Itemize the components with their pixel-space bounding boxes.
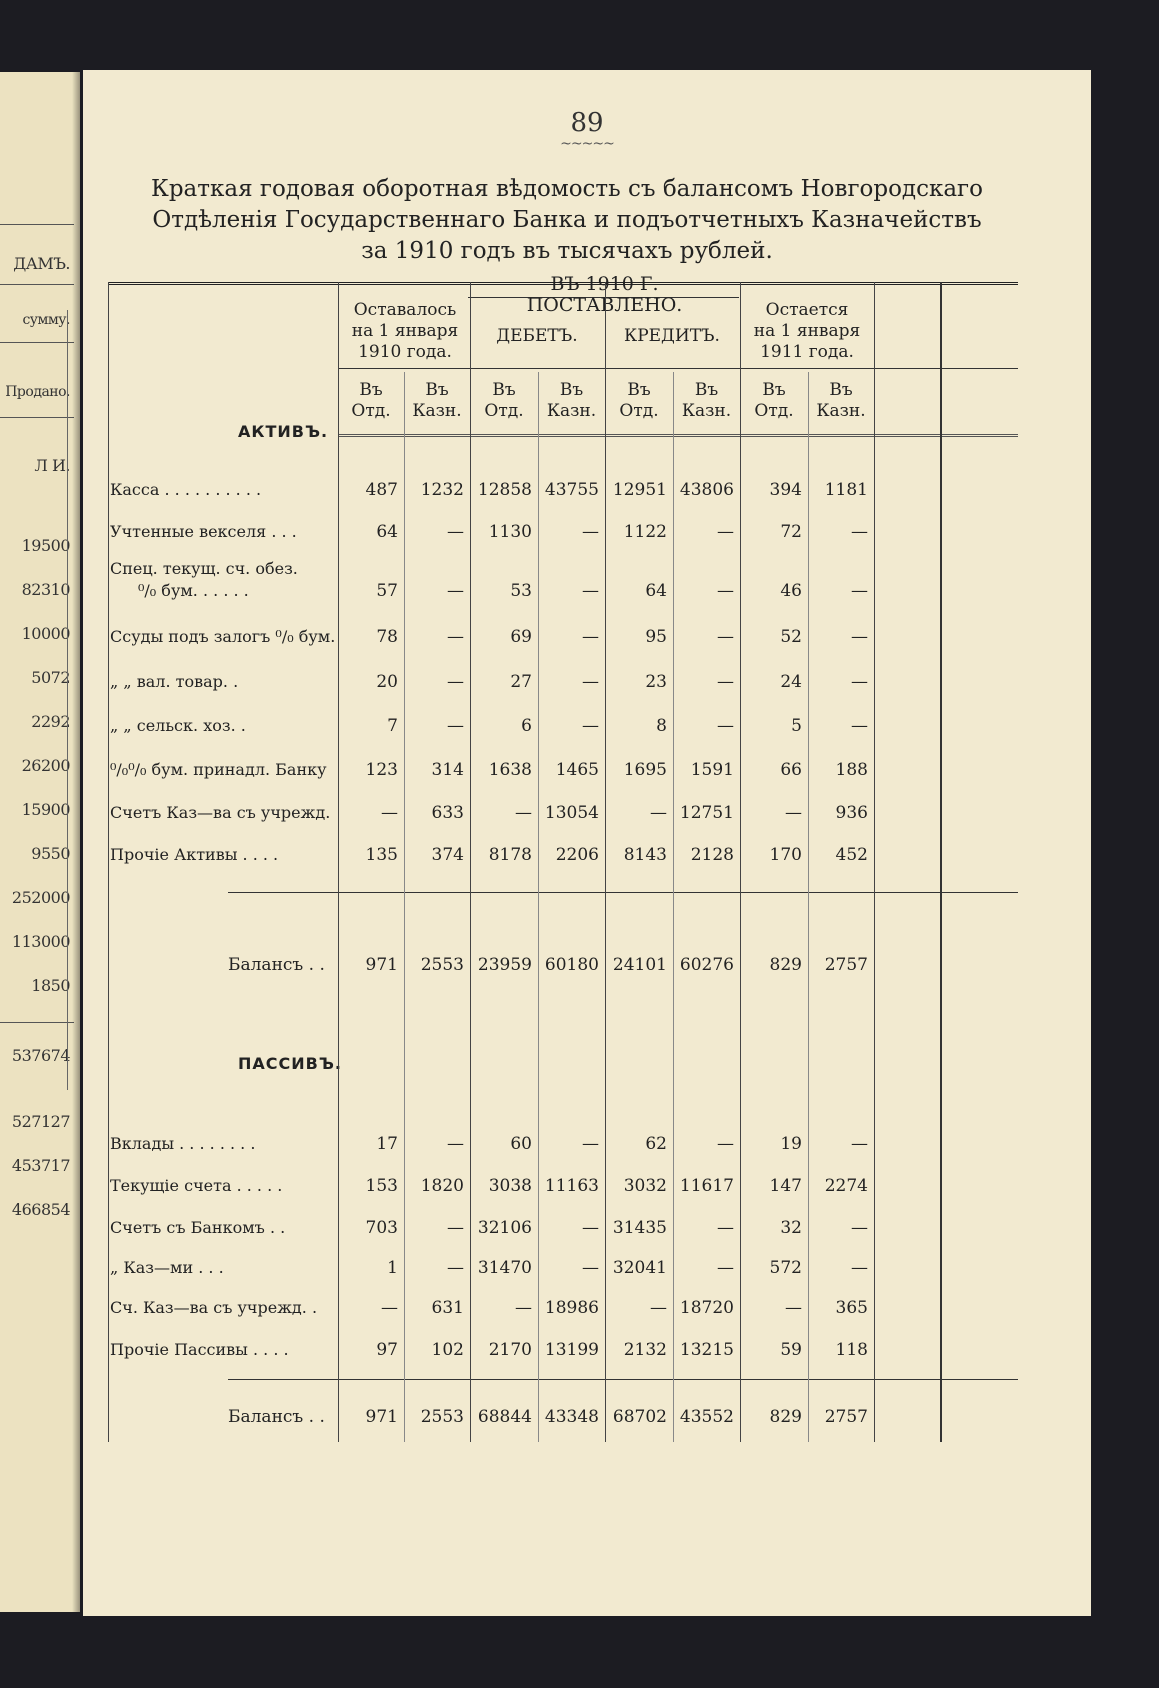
table-cell: 66 <box>780 760 802 780</box>
gutter-shadow <box>72 72 80 1612</box>
table-cell: 1 <box>387 1258 398 1278</box>
table-cell: 102 <box>431 1340 464 1360</box>
table-cell: — <box>447 581 464 601</box>
subheader-text: Отд. <box>754 401 794 421</box>
table-cell: 13199 <box>544 1340 599 1360</box>
left-page-number: 252000 <box>11 888 70 907</box>
table-cell: 18986 <box>544 1298 599 1318</box>
subheader-text: Въ <box>425 380 449 400</box>
title-line: за 1910 годъ въ тысячахъ рублей. <box>361 238 773 264</box>
subheader-cell <box>538 380 605 422</box>
row-label: „ „ сельск. хоз. . <box>110 716 246 735</box>
left-page-text: ДАМЪ. <box>13 254 70 273</box>
table-cell: — <box>582 581 599 601</box>
table-cell: 2274 <box>824 1176 868 1196</box>
table-cell: 60 <box>510 1134 532 1154</box>
table-cell: 118 <box>835 1340 868 1360</box>
left-page-number: 15900 <box>21 800 70 819</box>
table-cell: 19 <box>780 1134 802 1154</box>
table-cell: 64 <box>376 522 398 542</box>
row-label: Учтенные векселя . . . <box>110 522 297 541</box>
table-cell: 123 <box>365 760 398 780</box>
row-label: Ссуды подъ залогъ ⁰/₀ бум. <box>110 627 336 646</box>
table-cell: 153 <box>365 1176 398 1196</box>
table-cell: — <box>582 1134 599 1154</box>
row-label: Текущіе счета . . . . . <box>110 1176 283 1195</box>
table-cell: — <box>717 1258 734 1278</box>
page-number-flourish: ~~~~~ <box>560 136 614 152</box>
table-cell: 11617 <box>679 1176 734 1196</box>
subheader-cell <box>740 380 808 422</box>
table-cell: — <box>515 1298 532 1318</box>
row-label: „ „ вал. товар. . <box>110 672 239 691</box>
left-page-rule <box>0 417 74 418</box>
table-cell: — <box>447 1258 464 1278</box>
subheader-text: Казн. <box>412 401 462 421</box>
subheader-text: Въ <box>762 380 786 400</box>
table-cell: 17 <box>376 1134 398 1154</box>
table-cell: — <box>785 1298 802 1318</box>
table-cell: — <box>717 627 734 647</box>
subheader-text: Въ <box>829 380 853 400</box>
table-cell: — <box>851 627 868 647</box>
table-cell: 6 <box>521 716 532 736</box>
table-cell: 69 <box>510 627 532 647</box>
row-label: Прочіе Активы . . . . <box>110 845 279 864</box>
table-cell: — <box>381 803 398 823</box>
table-cell: 11163 <box>544 1176 599 1196</box>
table-cell: 5 <box>791 716 802 736</box>
row-label: Спец. текущ. сч. обез. <box>110 559 298 578</box>
table-cell: 1465 <box>555 760 599 780</box>
table-cell: 147 <box>769 1176 802 1196</box>
balance-cell: 60276 <box>679 955 734 975</box>
left-page-number: 453717 <box>11 1156 70 1175</box>
table-cell: 1130 <box>488 522 532 542</box>
table-cell: 64 <box>645 581 667 601</box>
table-cell: 170 <box>769 845 802 865</box>
balance-cell: 60180 <box>544 955 599 975</box>
row-label: Счетъ съ Банкомъ . . <box>110 1218 286 1237</box>
table-cell: — <box>851 1258 868 1278</box>
title-line: Отдѣленія Государственнаго Банка и подъотчетныхъ Казначействъ <box>152 207 982 233</box>
left-page-number: 19500 <box>21 536 70 555</box>
table-cell: 374 <box>431 845 464 865</box>
left-page-number: 1850 <box>31 976 70 995</box>
table-cell: — <box>582 672 599 692</box>
left-page-number: 9550 <box>31 844 70 863</box>
table-cell: — <box>447 1218 464 1238</box>
balance-label: Балансъ . . <box>228 1407 325 1427</box>
left-page-rule <box>0 1022 74 1023</box>
subheader-cell <box>673 380 740 422</box>
table-cell: 18720 <box>679 1298 734 1318</box>
table-cell: — <box>582 522 599 542</box>
balance-cell: 971 <box>365 1407 398 1427</box>
table-cell: 394 <box>769 480 802 500</box>
table-cell: 43806 <box>679 480 734 500</box>
balance-rule <box>228 1379 1018 1380</box>
subheader-text: Въ <box>559 380 584 400</box>
table-cell: 24 <box>780 672 802 692</box>
subcolumn-rule <box>808 372 809 1442</box>
balance-cell: 43552 <box>679 1407 734 1427</box>
table-cell: 936 <box>835 803 868 823</box>
column-rule <box>605 282 606 1442</box>
table-cell: 8178 <box>488 845 532 865</box>
left-page-column-rule <box>67 310 68 1090</box>
header-credit: КРЕДИТЪ. <box>624 326 720 346</box>
balance-cell: 829 <box>769 1407 802 1427</box>
header-bottom-rule <box>338 434 1018 437</box>
column-rule <box>740 282 741 1442</box>
table-cell: — <box>447 522 464 542</box>
column-rule <box>874 282 875 1442</box>
table-cell: — <box>851 581 868 601</box>
table-cell: 633 <box>431 803 464 823</box>
left-page-number: 10000 <box>21 624 70 643</box>
table-cell: 2132 <box>623 1340 667 1360</box>
table-cell: 135 <box>365 845 398 865</box>
document-page <box>83 70 1091 1616</box>
table-cell: 452 <box>835 845 868 865</box>
table-cell: 59 <box>780 1340 802 1360</box>
balance-table <box>108 273 1018 1522</box>
table-cell: 631 <box>431 1298 464 1318</box>
subheader-text: Въ <box>694 380 719 400</box>
left-page-number: 82310 <box>21 580 70 599</box>
subheader-cell <box>605 380 673 422</box>
balance-rule <box>228 892 1018 893</box>
balance-cell: 68844 <box>477 1407 532 1427</box>
table-cell: 7 <box>387 716 398 736</box>
table-cell: — <box>717 716 734 736</box>
balance-cell: 2757 <box>824 1407 868 1427</box>
subheader-cell <box>404 380 470 422</box>
table-cell: 52 <box>780 627 802 647</box>
table-cell: 1122 <box>623 522 667 542</box>
subheader-text: Въ <box>492 380 516 400</box>
header-rule <box>338 368 1018 369</box>
page-number: 89 <box>570 108 604 138</box>
table-cell: 53 <box>510 581 532 601</box>
title-line: Краткая годовая оборотная вѣдомость съ балансомъ Новгородскаго <box>151 176 983 202</box>
table-cell: 31435 <box>612 1218 667 1238</box>
subheader-text: Отд. <box>351 401 391 421</box>
table-cell: 23 <box>645 672 667 692</box>
subheader-cell <box>808 380 874 422</box>
table-cell: 95 <box>645 627 667 647</box>
section-active: АКТИВЪ. <box>238 422 329 441</box>
table-cell: — <box>447 672 464 692</box>
table-cell: 13215 <box>679 1340 734 1360</box>
table-cell: 32041 <box>612 1258 667 1278</box>
subheader-cell <box>338 380 404 422</box>
table-cell: — <box>717 581 734 601</box>
table-cell: 188 <box>835 760 868 780</box>
header-debit: ДЕБЕТЪ. <box>496 326 578 346</box>
left-page-number: 537674 <box>11 1046 70 1065</box>
subheader-text: Отд. <box>484 401 524 421</box>
table-cell: — <box>650 1298 667 1318</box>
table-cell: 487 <box>365 480 398 500</box>
table-cell: 8143 <box>623 845 667 865</box>
table-cell: — <box>717 1218 734 1238</box>
table-cell: 46 <box>780 581 802 601</box>
subcolumn-rule <box>538 372 539 1442</box>
balance-label: Балансъ . . <box>228 955 325 975</box>
table-cell: — <box>851 716 868 736</box>
left-page-number: 2292 <box>31 712 70 731</box>
row-label-continued: ⁰/₀ бум. . . . . . <box>138 581 249 600</box>
table-cell: 2128 <box>690 845 734 865</box>
table-cell: 703 <box>365 1218 398 1238</box>
row-label: ⁰/₀⁰/₀ бум. принадл. Банку <box>110 760 327 779</box>
left-page-rule <box>0 224 74 225</box>
balance-cell: 829 <box>769 955 802 975</box>
table-right-rule <box>940 282 942 1442</box>
left-page-number: 527127 <box>11 1112 70 1131</box>
table-cell: — <box>515 803 532 823</box>
subcolumn-rule <box>673 372 674 1442</box>
table-cell: — <box>717 522 734 542</box>
table-cell: 32 <box>780 1218 802 1238</box>
table-left-rule <box>108 282 109 1442</box>
header-end-of-year: Остается на 1 января 1911 года. <box>753 300 861 362</box>
table-cell: 43755 <box>544 480 599 500</box>
table-cell: 72 <box>780 522 802 542</box>
balance-cell: 68702 <box>612 1407 667 1427</box>
table-cell: 78 <box>376 627 398 647</box>
table-cell: 572 <box>769 1258 802 1278</box>
table-cell: 3038 <box>488 1176 532 1196</box>
table-cell: — <box>785 803 802 823</box>
left-page-text: сумму. <box>22 312 70 328</box>
left-page-number: 466854 <box>11 1200 70 1219</box>
left-page-number: 113000 <box>11 932 70 951</box>
subheader-text: Казн. <box>546 401 597 421</box>
table-cell: 1695 <box>623 760 667 780</box>
table-cell: — <box>582 716 599 736</box>
table-cell: — <box>582 1218 599 1238</box>
table-cell: 57 <box>376 581 398 601</box>
table-cell: — <box>851 1134 868 1154</box>
table-cell: — <box>582 1258 599 1278</box>
row-label: Касса . . . . . . . . . . <box>110 480 262 499</box>
left-page-fragment <box>0 72 80 1612</box>
balance-cell: 43348 <box>544 1407 599 1427</box>
left-page-text: Продано. <box>5 384 70 400</box>
subheader-text: Отд. <box>619 401 659 421</box>
table-cell: 20 <box>376 672 398 692</box>
table-cell: 12951 <box>612 480 667 500</box>
table-cell: 12858 <box>477 480 532 500</box>
table-cell: — <box>851 1218 868 1238</box>
left-page-number: 26200 <box>21 756 70 775</box>
left-page-rule <box>0 284 74 285</box>
table-cell: 1638 <box>488 760 532 780</box>
table-cell: 2170 <box>488 1340 532 1360</box>
table-cell: 62 <box>645 1134 667 1154</box>
table-cell: 32106 <box>477 1218 532 1238</box>
left-page-number: 5072 <box>31 668 70 687</box>
subheader-text: Казн. <box>681 401 732 421</box>
table-cell: 13054 <box>544 803 599 823</box>
balance-cell: 2757 <box>824 955 868 975</box>
subheader-text: Въ <box>627 380 651 400</box>
subcolumn-rule <box>404 372 405 1442</box>
table-cell: — <box>381 1298 398 1318</box>
table-cell: 314 <box>431 760 464 780</box>
table-cell: 1232 <box>420 480 464 500</box>
row-label: Счетъ Каз—ва съ учрежд. <box>110 803 331 822</box>
left-page-text: Л И. <box>34 456 70 475</box>
table-cell: — <box>582 627 599 647</box>
left-page-rule <box>0 342 74 343</box>
table-cell: 3032 <box>623 1176 667 1196</box>
document-title <box>103 174 1031 267</box>
column-rule <box>338 282 339 1442</box>
table-cell: — <box>717 1134 734 1154</box>
row-label: Вклады . . . . . . . . <box>110 1134 256 1153</box>
balance-cell: 24101 <box>612 955 667 975</box>
table-cell: 97 <box>376 1340 398 1360</box>
section-passive: ПАССИВЪ. <box>238 1054 342 1073</box>
table-cell: 12751 <box>679 803 734 823</box>
row-label: „ Каз—ми . . . <box>110 1258 224 1277</box>
table-cell: 27 <box>510 672 532 692</box>
table-cell: 365 <box>835 1298 868 1318</box>
table-cell: — <box>851 522 868 542</box>
header-posted-in-1910: ВЪ 1910 Г. ПОСТАВЛЕНО. <box>526 273 683 316</box>
table-cell: — <box>717 672 734 692</box>
row-label: Прочіе Пассивы . . . . <box>110 1340 289 1359</box>
table-cell: 2206 <box>555 845 599 865</box>
table-cell: — <box>447 1134 464 1154</box>
row-label: Сч. Каз—ва съ учрежд. . <box>110 1298 318 1317</box>
subheader-cell <box>470 380 538 422</box>
table-cell: 31470 <box>477 1258 532 1278</box>
table-cell: — <box>447 627 464 647</box>
table-cell: — <box>447 716 464 736</box>
subheader-text: Казн. <box>816 401 866 421</box>
table-cell: 1820 <box>420 1176 464 1196</box>
table-cell: 8 <box>656 716 667 736</box>
balance-cell: 23959 <box>477 955 532 975</box>
column-rule <box>470 282 471 1442</box>
header-start-of-year: Оставалось на 1 января 1910 года. <box>351 300 459 362</box>
table-cell: — <box>851 672 868 692</box>
table-cell: 1591 <box>690 760 734 780</box>
balance-cell: 2553 <box>420 1407 464 1427</box>
balance-cell: 971 <box>365 955 398 975</box>
subheader-text: Въ <box>359 380 383 400</box>
table-cell: — <box>650 803 667 823</box>
balance-cell: 2553 <box>420 955 464 975</box>
table-cell: 1181 <box>824 480 868 500</box>
